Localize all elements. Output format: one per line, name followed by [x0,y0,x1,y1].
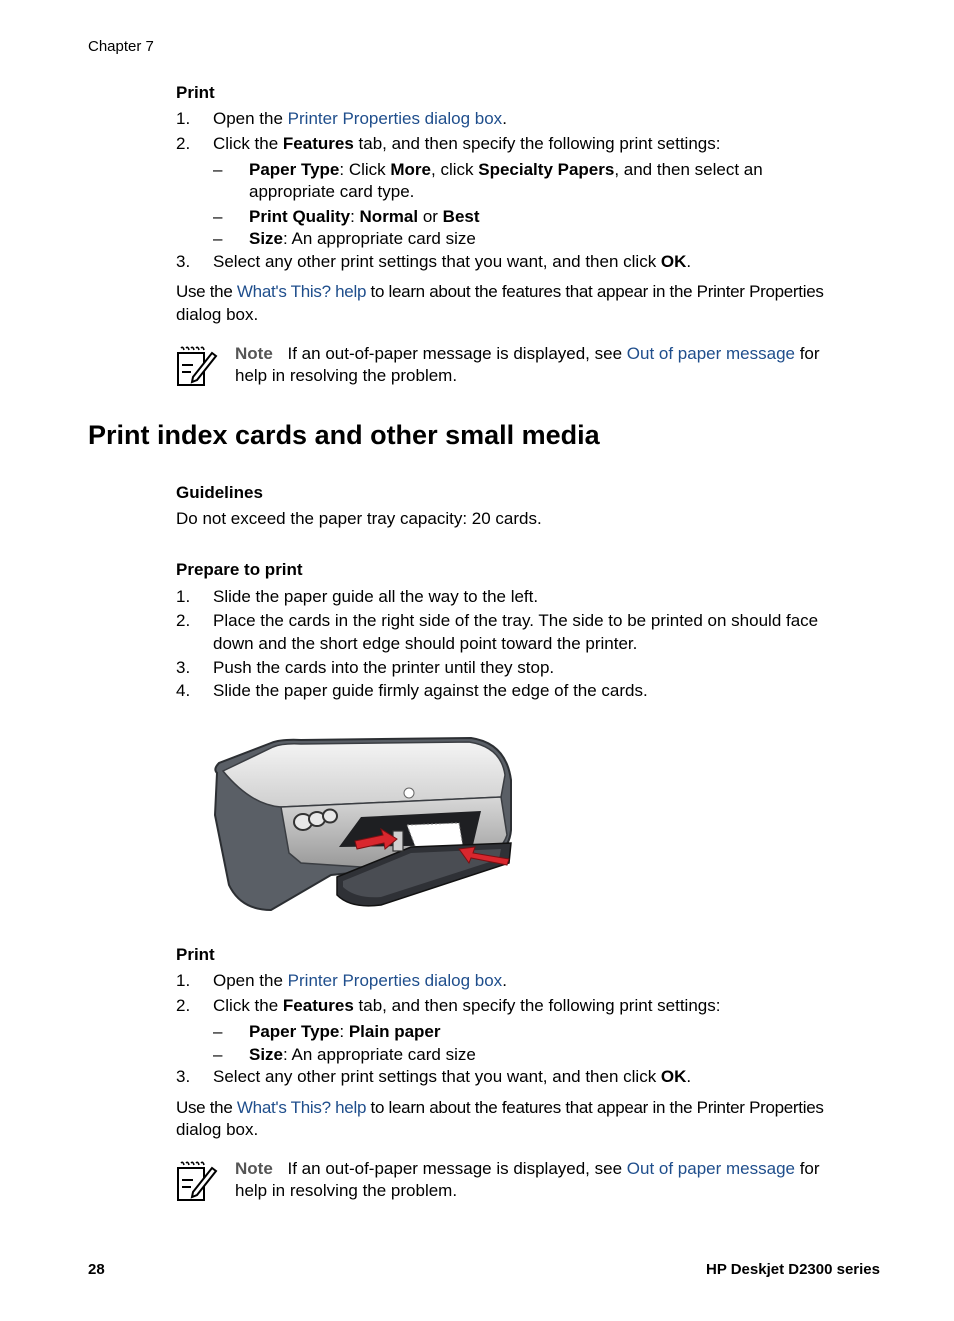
bullet-text: , and then select an [614,160,763,179]
bullet-text: : Click [339,160,391,179]
help-text: to learn about the features that appear in the Printer Properties [366,1098,824,1117]
step-number: 2. [176,611,191,630]
bullet-label: Paper Type [249,1022,340,1041]
bullet-label: Paper Type [249,160,340,179]
help-text: to learn about the features that appear in the Printer Properties [366,282,824,301]
bullet-term: Best [442,207,480,226]
s1-step-2 [176,133,721,155]
note-1 [235,343,820,365]
bullet-text: : [350,207,360,226]
printer-properties-link[interactable]: Printer Properties dialog box [287,971,503,990]
bullet-term: Normal [359,207,419,226]
step-number: 2. [176,134,191,153]
bullet-dash: – [213,207,223,226]
prep-step-1 [176,586,539,608]
step-number: 2. [176,996,191,1015]
s1-bullet-print-quality [213,206,480,228]
note-label: Note [235,344,273,363]
step-text: Select any other print settings that you want, and then click [213,1067,661,1086]
bullet-text: : An appropriate card size [283,1045,476,1064]
printer-properties-link[interactable]: Printer Properties dialog box [287,109,503,128]
step-number: 3. [176,252,191,271]
features-term: Features [282,996,354,1015]
bullet-dash: – [213,160,223,179]
note-label: Note [235,1159,273,1178]
bullet-text: : [339,1022,349,1041]
s1-step-3 [176,251,692,273]
bullet-dash: – [213,1045,223,1064]
s1-help-paragraph [176,281,824,303]
s1-help-paragraph-cont: dialog box. [176,305,259,324]
prep-step-2 [176,610,819,632]
note-text: for [794,1159,820,1178]
s2-bullet-paper-type [213,1021,441,1043]
s1-bullet-paper-type [213,159,763,181]
guidelines-text: Do not exceed the paper tray capacity: 20 cards. [176,509,542,528]
step-text: Click the [213,996,283,1015]
step-text: Slide the paper guide all the way to the left. [213,587,539,606]
prep-step-3 [176,657,555,679]
note-icon [175,1160,219,1204]
s1-bullet-size [213,228,476,250]
step-text: tab, and then specify the following print settings: [353,134,721,153]
note-icon [175,345,219,389]
s2-step-2 [176,995,721,1017]
features-term: Features [282,134,354,153]
step-text: . [502,971,507,990]
product-name: HP Deskjet D2300 series [705,1261,880,1278]
bullet-text: , click [431,160,479,179]
bullet-text: or [418,207,443,226]
whats-this-help-link[interactable]: What's This? help [236,282,367,301]
note-2-cont: help in resolving the problem. [235,1181,458,1200]
step-text: . [686,252,692,271]
s1-step-1 [176,108,507,130]
s1-bullet-paper-type-cont: appropriate card type. [249,182,415,201]
whats-this-help-link[interactable]: What's This? help [236,1098,367,1117]
step-text: Open the [213,109,288,128]
step-number: 1. [176,109,191,128]
bullet-label: Print Quality [249,207,351,226]
bullet-term: Plain paper [348,1022,441,1041]
step-text: Push the cards into the printer until they stop. [213,658,555,677]
bullet-term: More [390,160,432,179]
step-number: 3. [176,658,191,677]
section-title: Print index cards and other small media [88,420,600,450]
ok-term: OK [660,1067,687,1086]
bullet-label: Size [249,1045,284,1064]
s2-step-1 [176,970,507,992]
ok-term: OK [660,252,687,271]
printer-illustration [211,735,513,911]
s2-help-paragraph [176,1097,824,1119]
print-heading-2: Print [176,945,215,964]
bullet-text: : An appropriate card size [283,229,476,248]
out-of-paper-link[interactable]: Out of paper message [626,344,795,363]
step-text: . [502,109,507,128]
s2-step-3 [176,1066,692,1088]
step-number: 3. [176,1067,191,1086]
s2-bullet-size [213,1044,476,1066]
prepare-heading: Prepare to print [176,560,303,579]
step-number: 1. [176,971,191,990]
step-text: Place the cards in the right side of the tray. The side to be printed on should face [213,611,819,630]
step-text: tab, and then specify the following print settings: [353,996,721,1015]
step-text: Select any other print settings that you want, and then click [213,252,661,271]
print-heading-1: Print [176,83,215,102]
note-text: If an out-of-paper message is displayed, see [287,1159,627,1178]
step-text: . [686,1067,692,1086]
note-1-cont: help in resolving the problem. [235,366,458,385]
prep-step-4 [176,680,648,702]
help-text: Use the [176,1098,237,1117]
running-head: Chapter 7 [88,38,154,55]
prep-step-2-cont: down and the short edge should point toward the printer. [213,634,638,653]
note-text: for [794,344,820,363]
step-text: Slide the paper guide firmly against the edge of the cards. [213,681,648,700]
note-2 [235,1158,820,1180]
bullet-dash: – [213,229,223,248]
guidelines-heading: Guidelines [176,483,263,502]
bullet-term: Specialty Papers [478,160,615,179]
page-number: 28 [88,1261,105,1278]
out-of-paper-link[interactable]: Out of paper message [626,1159,795,1178]
step-text: Click the [213,134,283,153]
s2-help-paragraph-cont: dialog box. [176,1120,259,1139]
note-text: If an out-of-paper message is displayed, see [287,344,627,363]
help-text: Use the [176,282,237,301]
step-number: 1. [176,587,191,606]
bullet-label: Size [249,229,284,248]
step-number: 4. [176,681,191,700]
bullet-dash: – [213,1022,223,1041]
step-text: Open the [213,971,288,990]
